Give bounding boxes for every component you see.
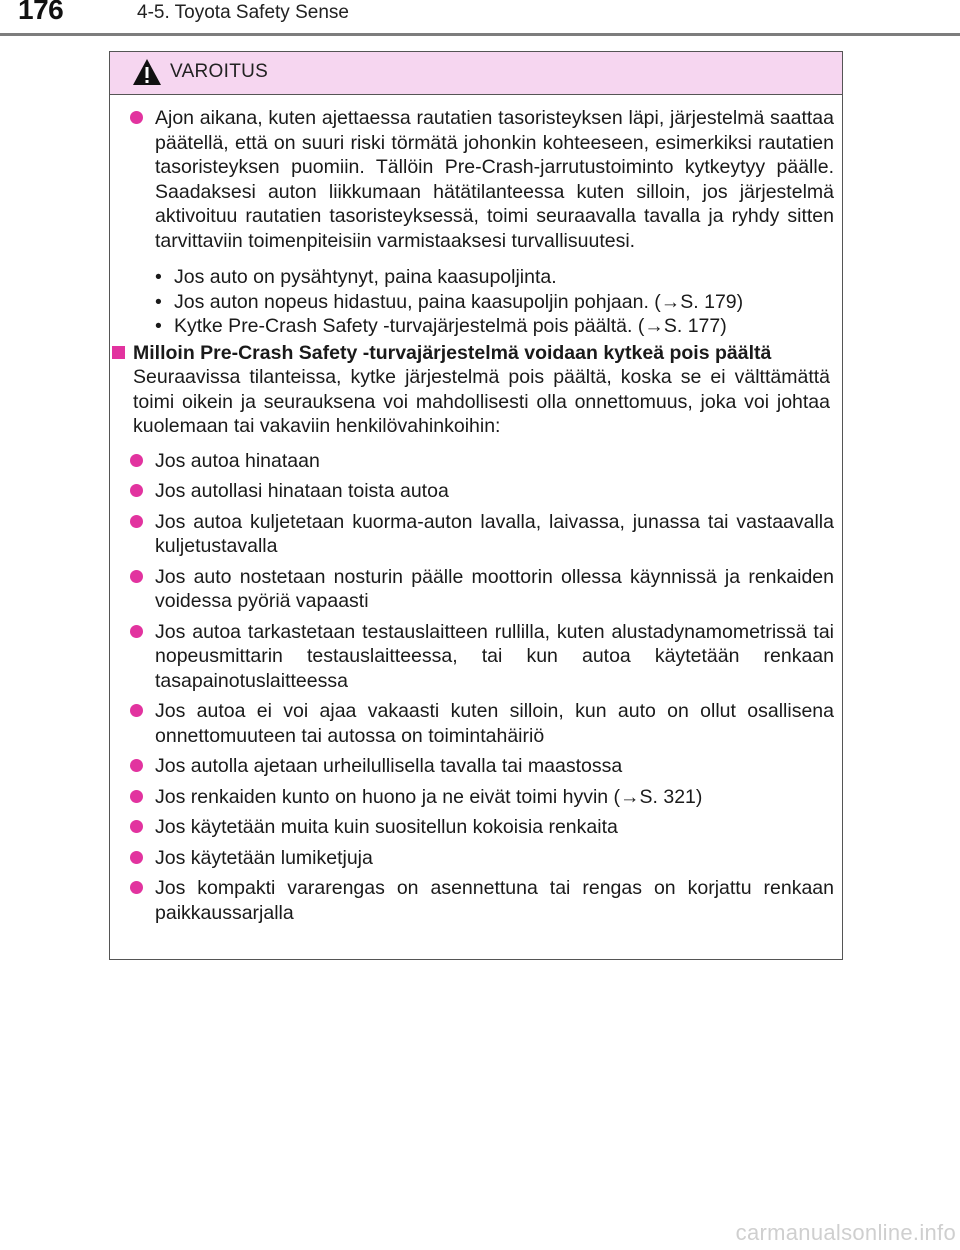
bullet-dot-icon xyxy=(130,820,143,833)
sub-bullet-icon: • xyxy=(155,266,162,288)
sub-item-text: Jos auto on pysähtynyt, paina kaasupoljinta. xyxy=(174,266,557,288)
condition-item xyxy=(110,620,842,694)
condition-item xyxy=(110,479,842,504)
bullet-dot-icon xyxy=(130,704,143,717)
sub-item xyxy=(110,265,842,290)
page-number: 176 xyxy=(18,0,64,25)
warning-box xyxy=(109,51,843,960)
condition-item xyxy=(110,785,842,810)
warning-header xyxy=(110,52,842,95)
condition-item xyxy=(110,699,842,748)
condition-text: Jos käytetään lumiketjuja xyxy=(155,846,373,869)
header-rule xyxy=(0,33,960,36)
condition-text: Jos käytetään muita kuin suositellun kokoisia renkaita xyxy=(155,816,618,838)
condition-text: Jos autollasi hinataan toista autoa xyxy=(155,480,449,502)
condition-text: Jos autoa kuljetetaan kuorma-auton lavalla, laivassa, junassa tai vastaavalla kuljetustavalla xyxy=(155,510,834,557)
condition-text: Jos renkaiden kunto on huono ja ne eivät toimi hyvin (→S. 321) xyxy=(155,785,703,808)
sub-item xyxy=(110,290,842,315)
warning-label: VAROITUS xyxy=(170,61,269,82)
bullet-dot-icon xyxy=(130,790,143,803)
bullet-dot-icon xyxy=(130,625,143,638)
sub-item xyxy=(110,314,842,339)
condition-item xyxy=(110,876,842,925)
bullet-dot-icon xyxy=(130,111,143,124)
condition-item xyxy=(110,846,842,871)
condition-text: Jos autoa ei voi ajaa vakaasti kuten silloin, kun auto on ollut osallisena onnettomuuteen tai autossa on toimintahäiriö xyxy=(155,700,834,747)
bullet-dot-icon xyxy=(130,851,143,864)
section-heading-text: Milloin Pre-Crash Safety -turvajärjestelmä voidaan kytkeä pois päältä xyxy=(133,341,772,364)
warning-body xyxy=(110,94,842,925)
sub-bullet-icon: • xyxy=(155,315,162,337)
sub-item-text: Kytke Pre-Crash Safety -turvajärjestelmä pois päältä. (→S. 177) xyxy=(174,315,727,337)
condition-item xyxy=(110,510,842,559)
sub-list xyxy=(110,265,842,339)
condition-text: Jos autolla ajetaan urheilullisella tavalla tai maastossa xyxy=(155,755,623,777)
condition-item xyxy=(110,565,842,614)
bullet-dot-icon xyxy=(130,881,143,894)
bullet-dot-icon xyxy=(130,484,143,497)
bullet-dot-icon xyxy=(130,570,143,583)
bullet-dot-icon xyxy=(130,759,143,772)
condition-text: Jos autoa hinataan xyxy=(155,449,320,472)
condition-item xyxy=(110,815,842,840)
intro-text: Ajon aikana, kuten ajettaessa rautatien tasoristeyksen läpi, järjestelmä saattaa päätellä, että on suuri riski törmätä johonkin kohteeseen, esimerkiksi rautatien tasoristeyksen puomiin. Tällöin Pre-Crash-jarrutustoiminto kytkeytyy päälle. Saadaksesi auton liikkumaan hätätilanteessa kuten silloin, jos järjestelmä aktivoituu rautatien tasoristeyksessä, toimi seuraavalla tavalla ja ryhdy sitten tarvittaviin toimenpiteisiin varmistaaksesi turvallisuutesi. xyxy=(155,107,834,252)
condition-text: Jos autoa tarkastetaan testauslaitteen rullilla, kuten alustadynamometrissä tai nopeusmittarin testauslaitteessa, tai kun autoa käytetään renkaan tasapainotuslaitteessa xyxy=(155,620,834,692)
intro-bullet xyxy=(110,106,842,339)
sub-bullet-icon: • xyxy=(155,290,162,313)
condition-text: Jos auto nostetaan nosturin päälle moottorin ollessa käynnissä ja renkaiden voidessa pyöriä vapaasti xyxy=(155,565,834,612)
section-description: Seuraavissa tilanteissa, kytke järjestelmä pois päältä, koska se ei välttämättä toimi oikein ja seurauksena voi mahdollisesti olla onnettomuus, joka voi johtaa kuolemaan tai vakaviin henkilövahinkoihin: xyxy=(133,366,830,437)
section-heading xyxy=(110,341,842,366)
bullet-dot-icon xyxy=(130,454,143,467)
square-bullet-icon xyxy=(112,346,125,359)
chapter-title: 4-5. Toyota Safety Sense xyxy=(137,2,349,23)
watermark: carmanualsonline.info xyxy=(735,1220,956,1245)
warning-triangle-icon xyxy=(132,58,162,86)
condition-item xyxy=(110,754,842,779)
condition-text: Jos kompakti vararengas on asennettuna tai rengas on korjattu renkaan paikkaussarjalla xyxy=(155,877,834,924)
bullet-dot-icon xyxy=(130,515,143,528)
condition-item xyxy=(110,449,842,474)
sub-item-text: Jos auton nopeus hidastuu, paina kaasupoljin pohjaan. (→S. 179) xyxy=(174,290,744,313)
